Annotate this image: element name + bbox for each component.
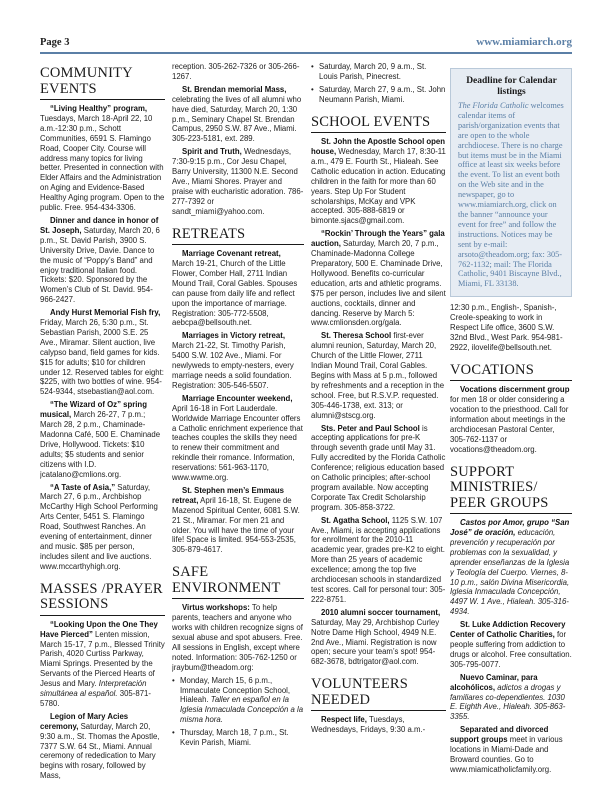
site-url[interactable]: www.miamiarch.org xyxy=(476,36,572,48)
continued-text: 12:30 p.m., English-, Spanish-, Creole-speaking to work in Respect Life office, 3600 S.W. 32nd Blvd., West Park. 954-981-2922, ilovelife@bellsouth.net. xyxy=(450,303,563,352)
event-lenten-mission: “Looking Upon the One They Have Pierced” Lenten mission, March 15-17, 7 p.m., Blessed Trinity Parish, 4020 Curtiss Parkway, Miami Springs. Presented by the Servants of the Pierced Hearts of Jesus and Mary. Interpretación simultánea al español. 305-871-5780. xyxy=(40,619,165,708)
event-spirit-and-truth: Spirit and Truth, Wednesdays, 7:30-9:15 p.m., Cor Jesu Chapel, Barry University, 11300 N.E. Second Ave., Miami Shores. Prayer and praise with eucharistic adoration. 786-277-7392 or sandt_miami@yahoo.com. xyxy=(172,147,304,216)
event-st-brendan-mass: St. Brendan memorial Mass, celebrating the lives of all alumni who have died, Saturday, March 20, 1:30 p.m., Seminary Chapel St. Brendan Campus, 2950 S.W. 87 Ave., Miami. 305-223-5181, ext. 289. xyxy=(172,84,302,144)
event-legion-of-mary: Legion of Mary Acies ceremony, Saturday, March 20, 9:30 a.m., St. Thomas the Apostle, 7377 S.W. 64 St., Miami. Annual ceremony of rededication to Mary begins with rosary, followed by Mass, xyxy=(40,711,160,781)
event-vocations-group: Vocations discernment group for men 18 or older considering a vocation to the priesthood. Call for information about meetings in the archdiocesan Pastoral Center, 305-762-1137 or vocations@theadom.org. xyxy=(450,385,570,454)
page-number: Page 3 xyxy=(40,37,70,48)
event-respect-life: Respect life, Tuesdays, Wednesdays, Fridays, 9:30 a.m.- xyxy=(311,715,426,735)
list-item: • Saturday, March 20, 9 a.m., St. Louis Parish, Pinecrest. xyxy=(311,62,446,82)
page-header xyxy=(0,0,612,58)
event-st-joseph-dinner: Dinner and dance in honor of St. Joseph, Saturday, March 20, 6 p.m., St. David Parish, 3900 S. University Drive, Davie. Dance to the music of “Poppy’s Band” and enjoy traditional Italian food. Tickets: $20. Sponsored by the Women’s Club of St. David. 954-966-2427. xyxy=(40,215,160,305)
section-title-masses: MASSES /PRAYER SESSIONS xyxy=(40,582,165,616)
list-item: • Saturday, March 27, 9 a.m., St. John Neumann Parish, Miami. xyxy=(311,85,446,105)
section-title-vocations: VOCATIONS xyxy=(450,363,572,382)
list-item: • Thursday, March 18, 7 p.m., St. Kevin Parish, Miami. xyxy=(172,728,304,748)
deadline-title: Deadline for Calendar listings xyxy=(466,76,557,97)
event-separated-divorced: Separated and divorced support groups meet in various locations in Miami-Dade and Broward counties. Go to www.miamicatholicfamily.org. xyxy=(450,725,563,774)
event-emmaus-retreat: St. Stephen men’s Emmaus retreat, April 16-18, St. Eugene de Mazenod Spiritual Center, 6081 S.W. 21 St., Miramar. For men 21 and older. You will have the time of your life! Space is limited. 954-553-2535, 305-879-4617. xyxy=(172,485,300,555)
event-virtus-workshops: Virtus workshops: To help parents, teachers and anyone who works with children recognize signs of sexual abuse and spot abusers. Free. All sessions in English, except where noted. Information: 305-762-1250 or jraybum@theadom.org: xyxy=(172,603,303,672)
section-title-retreats: RETREATS xyxy=(172,227,304,246)
section-title-school-events: SCHOOL EVENTS xyxy=(311,115,446,134)
column-1 xyxy=(40,62,165,792)
event-wizard-of-oz: “The Wizard of Oz” spring musical, March 26-27, 7 p.m.; March 28, 2 p.m., Chaminade-Madonna Café, 500 E. Chaminade Drive, Hollywood. Tickets: $10 adults; $5 students and senior citizens with I.D. jcatalano@cmlions.org. xyxy=(40,400,161,479)
event-st-john-open-house: St. John the Apostle School open house, Wednesday, March 17, 8:30-11 a.m., 479 E. Fourth St., Hialeah. See Catholic education in action. Educating children in the faith for more than 60 years. Step Up For Student scholarships, McKay and VPK accepted. 305-888-6819 or bimonte.sjacs@gmail.com. xyxy=(311,137,446,226)
column-4 xyxy=(450,62,572,792)
section-title-safe-environment: SAFE ENVIRONMENT xyxy=(172,565,304,599)
deadline-body: The Florida Catholic welcomes calendar items of parish/organization events that are open to the whole archdiocese. There is no charge but items must be in the Miami office at least six weeks before the event. To list an event both on the Web site and in the newspaper, go to www.miamiarch.org, click on the banner “announce your event for free” and follow the instructions. Notices may be sent by e-mail: arsoto@theadom.org; fax: 305-762-1132; mail: The Florida Catholic, 9401 Biscayne Blvd., Miami, FL 33138. xyxy=(458,101,564,289)
event-st-theresa-reunion: St. Theresa School first-ever alumni reunion, Saturday, March 20, Church of the Little Flower, 2711 Indian Mound Trail, Coral Gables. Begins with Mass at 5 p.m., followed by refreshments and a reception in the school. Free, but R.S.V.P. requested. 305-446-1738, ext. 313; or alumni@stscg.org. xyxy=(311,331,445,420)
event-rockin-gala: “Rockin’ Through the Years” gala auction, Saturday, March 20, 7 p.m., Chaminade-Madonna College Preparatory, 500 E. Chaminade Drive, Hollywood. Benefits co-curricular education, arts and athletic programs. $75 per person, includes live and silent auctions, cocktails, dinner and dancing. Reserve by March 5: www.cmlionsden.org/gala. xyxy=(311,229,446,328)
column-3 xyxy=(311,62,446,792)
header-rule xyxy=(40,52,572,54)
event-taste-of-asia: “A Taste of Asia,” Saturday, March 27, 6 p.m., Archbishop McCarthy High School Performing Arts Center, 5451 S. Flamingo Road, Southwest Ranches. An evening of entertainment, dinner and music. $85 per person, includes silent and live auctions. www.mccarthyhigh.org. xyxy=(40,482,158,571)
section-title-support: SUPPORT MINISTRIES/ PEER GROUPS xyxy=(450,465,572,515)
event-marriage-encounter: Marriage Encounter weekend, April 16-18 in Fort Lauderdale. Worldwide Marriage Encounter offers a Catholic enrichment experience that teaches couples the skills they need to renew their commitment and rekindle their romance. Information, reservations: 561-963-1170, www.wwme.org. xyxy=(172,393,303,483)
continued-text: reception. 305-262-7326 or 305-266-1267. xyxy=(172,62,300,81)
section-title-community-events: COMMUNITY EVENTS xyxy=(40,66,165,100)
event-soccer-tournament: 2010 alumni soccer tournament, Saturday, May 29, Archbishop Curley Notre Dame High School, 4949 N.E. 2nd Ave., Miami. Registration is now open; secure your team’s spot! 954-682-3678, bdtrigator@aol.com. xyxy=(311,607,441,667)
event-marriages-in-victory: Marriages in Victory retreat, March 21-22, St. Timothy Parish, 5400 S.W. 102 Ave., Miami. For newlyweds to empty-nesters, every marriage needs a solid foundation. Registration: 305-546-5507. xyxy=(172,331,294,390)
event-st-luke-recovery: St. Luke Addiction Recovery Center of Catholic Charities, for people suffering from addiction to drugs or alcohol. Free consultation. 305-795-0077. xyxy=(450,620,572,669)
list-item: • Monday, March 15, 6 p.m., Immaculate Conception School, Hialeah. Taller en español en la Iglesia Inmaculada Concepción a la misma hora. xyxy=(172,676,304,726)
section-title-volunteers: VOLUNTEERS NEEDED xyxy=(311,677,446,711)
column-2 xyxy=(172,62,304,792)
deadline-box xyxy=(450,68,572,297)
event-st-agatha: St. Agatha School, 1125 S.W. 107 Ave., Miami, is accepting applications for enrollment for the 2010-11 academic year, grades pre-K2 to eight. More than 25 years of academic excellence; among the top five archdiocesan schools in standardized test scores. Call for personal tour: 305-222-8751. xyxy=(311,515,446,604)
event-living-healthy: “Living Healthy” program, Tuesdays, March 18-April 22, 10 a.m.-12:30 p.m., Schott Communities, 6591 S. Flamingo Road, Cooper City. Course will address many topics for living better. Presented in connection with Elder Affairs and the Administration on Aging and Evidence-Based Healthy Aging program. Open to the public. Free. 954-434-3306. xyxy=(40,104,165,213)
event-fish-fry: Andy Hurst Memorial Fish fry, Friday, March 26, 5:30 p.m., St. Sebastian Parish, 2000 S.E. 25 Ave., Miramar. Silent auction, live calypso band, field games for kids. $15 for adults; $10 for children under 12. Reserved tables for eight: $225, with two bottles of wine. 954-524-9344, stsebastian@aol.com. xyxy=(40,308,164,397)
event-marriage-covenant: Marriage Covenant retreat, March 19-21, Church of the Little Flower, Comber Hall, 2711 Indian Mound Trail, Coral Gables. Spouses can pause from daily life and reflect upon the importance of marriage. Registration: 305-772-5508, aebcpa@bellsouth.net. xyxy=(172,249,298,328)
event-nuevo-caminar: Nuevo Caminar, para alcohólicos, adictos a drogas y familiares co-dependientes. 1030 E. Eighth Ave., Hialeah. 305-863-3355. xyxy=(450,672,566,722)
event-sts-peter-paul: Sts. Peter and Paul School is accepting applications for pre-K through seventh grade until May 31. Fully accredited by the Florida Catholic Conference; religious education based on Catholic principles; after-school program available. Now accepting Corporate Tax Credit Scholarship program. 305-858-3722. xyxy=(311,423,446,512)
event-castos-por-amor: Castos por Amor, grupo “San José” de oración, educación, prevención y recuperación por problemas con la sexualidad, y aprender enseñanzas de la Iglesia y Teología del Cuerpo. Viernes, 8-10 p.m., salón Divina Misericordia, Iglesia Inmaculada Concepción, 4497 W. 1 Ave., Hialeah. 305-316-4934. xyxy=(450,518,570,617)
